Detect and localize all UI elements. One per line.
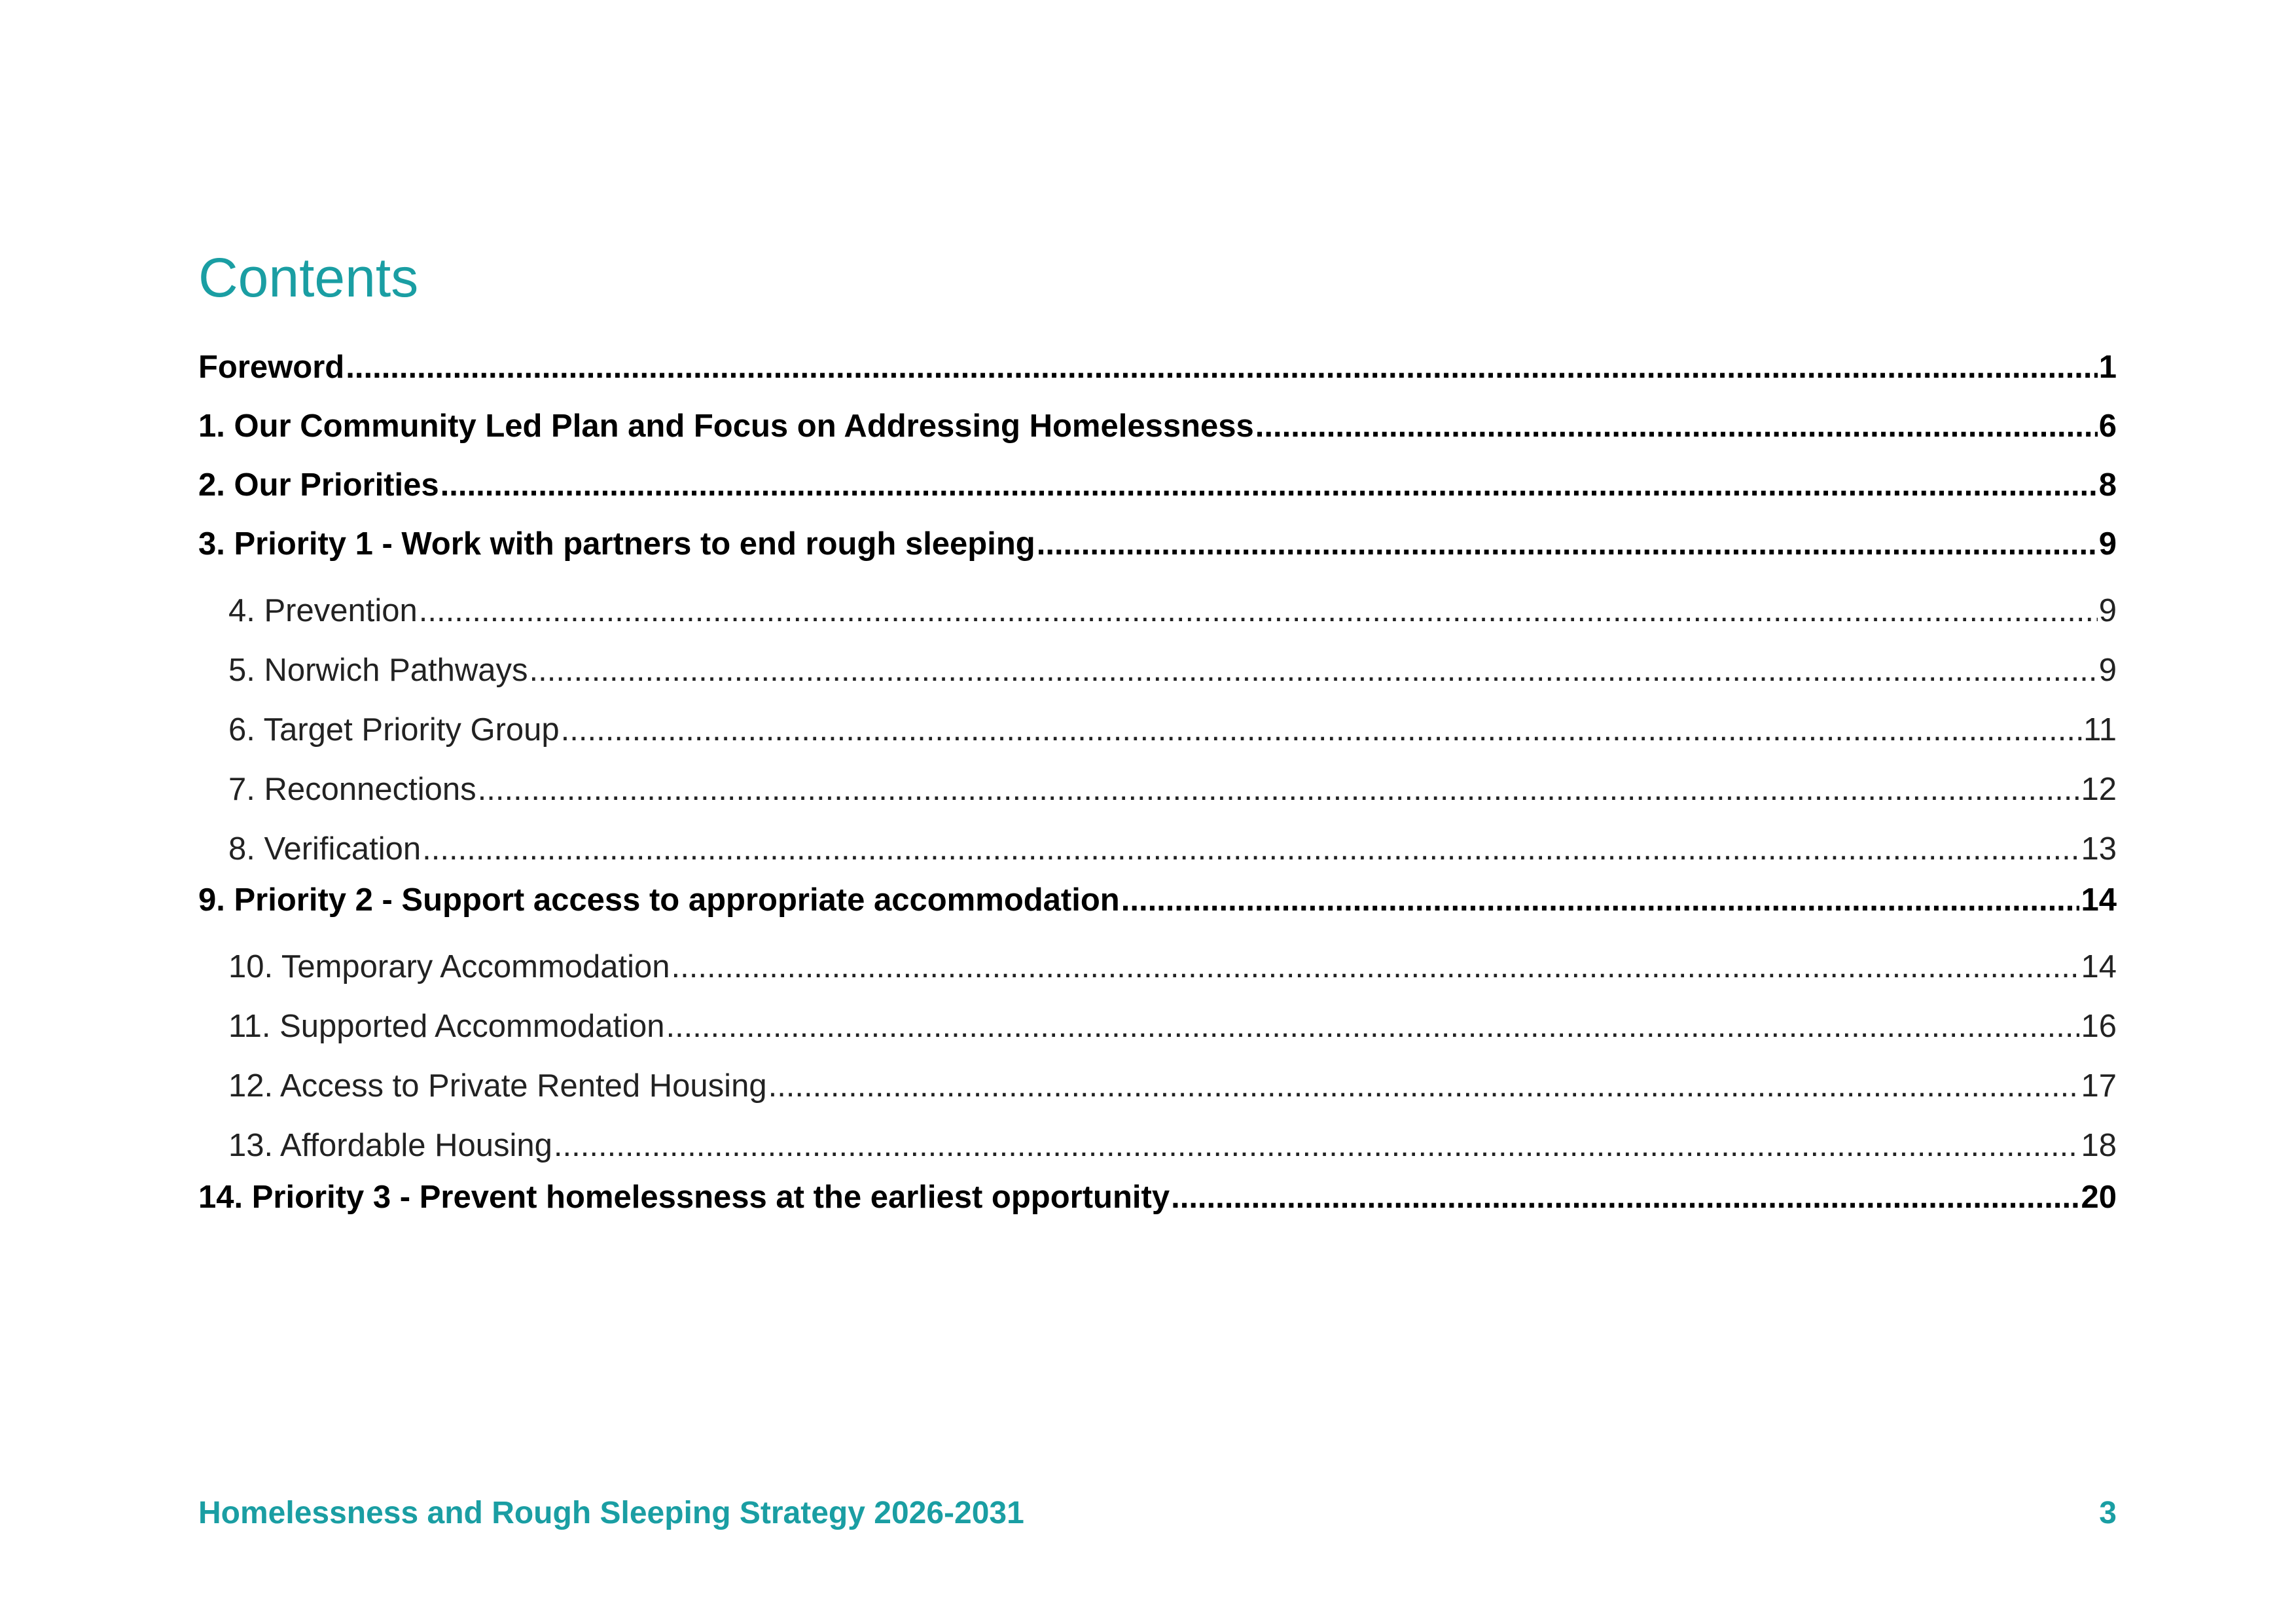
toc-entry-community-led-plan[interactable] <box>198 406 2117 446</box>
toc-entry-reconnections[interactable] <box>198 769 2117 810</box>
toc-entry-page: 8 <box>2098 467 2117 503</box>
toc-entry-label: 2. Our Priorities <box>198 467 439 503</box>
toc-entry-page: 17 <box>2081 1068 2117 1104</box>
toc-entry-page: 14 <box>2081 949 2117 984</box>
toc-entry-verification[interactable] <box>198 829 2117 869</box>
toc-entry-label: 1. Our Community Led Plan and Focus on Addressing Homelessness <box>198 408 1254 444</box>
toc-leader-dots <box>666 1006 2079 1047</box>
table-of-contents <box>198 0 2117 1624</box>
toc-leader-dots <box>554 1125 2080 1166</box>
toc-entry-page: 12 <box>2081 772 2117 807</box>
footer-page-number: 3 <box>2099 1496 2117 1530</box>
page-title: Contents <box>198 247 419 308</box>
toc-entry-page: 20 <box>2081 1180 2117 1215</box>
toc-entry-page: 14 <box>2081 882 2117 918</box>
toc-entry-page: 18 <box>2081 1128 2117 1163</box>
toc-entry-label: 4. Prevention <box>228 593 418 628</box>
toc-entry-page: 1 <box>2098 350 2117 385</box>
toc-entry-priority-3[interactable] <box>198 1177 2117 1218</box>
toc-entry-label: 11. Supported Accommodation <box>228 1009 665 1044</box>
toc-entry-label: 7. Reconnections <box>228 772 476 807</box>
toc-entry-label: 9. Priority 2 - Support access to appropriate accommodation <box>198 882 1120 918</box>
toc-entry-page: 11 <box>2083 712 2117 748</box>
toc-entry-label: 14. Priority 3 - Prevent homelessness at the earliest opportunity <box>198 1180 1170 1215</box>
toc-entry-private-rented-housing[interactable] <box>198 1066 2117 1106</box>
footer-document-title: Homelessness and Rough Sleeping Strategy 2026-2031 <box>198 1496 1024 1530</box>
toc-entry-affordable-housing[interactable] <box>198 1125 2117 1166</box>
toc-entry-target-priority-group[interactable] <box>198 710 2117 750</box>
toc-entry-priority-1[interactable] <box>198 524 2117 564</box>
toc-entry-label: Foreword <box>198 350 345 385</box>
toc-leader-dots <box>672 947 2080 987</box>
toc-leader-dots <box>440 465 2098 505</box>
toc-entry-page: 13 <box>2081 831 2117 867</box>
toc-leader-dots <box>768 1066 2080 1106</box>
toc-entry-label: 3. Priority 1 - Work with partners to end rough sleeping <box>198 526 1035 562</box>
toc-entry-label: 8. Verification <box>228 831 422 867</box>
toc-entry-label: 6. Target Priority Group <box>228 712 560 748</box>
toc-entry-page: 9 <box>2098 526 2117 562</box>
toc-entry-temporary-accommodation[interactable] <box>198 947 2117 987</box>
toc-entry-label: 12. Access to Private Rented Housing <box>228 1068 767 1104</box>
toc-leader-dots <box>346 347 2098 388</box>
toc-leader-dots <box>478 769 2080 810</box>
toc-entry-prevention[interactable] <box>198 590 2117 631</box>
toc-entry-label: 10. Temporary Accommodation <box>228 949 670 984</box>
toc-leader-dots <box>1171 1177 2079 1218</box>
toc-entry-page: 9 <box>2098 593 2117 628</box>
toc-entry-page: 16 <box>2081 1009 2117 1044</box>
toc-leader-dots <box>1037 524 2098 564</box>
toc-entry-supported-accommodation[interactable] <box>198 1006 2117 1047</box>
toc-leader-dots <box>419 590 2098 631</box>
toc-leader-dots <box>422 829 2079 869</box>
toc-leader-dots <box>1255 406 2098 446</box>
toc-entry-page: 9 <box>2098 653 2117 688</box>
toc-entry-page: 6 <box>2098 408 2117 444</box>
toc-leader-dots <box>1121 880 2080 920</box>
toc-entry-foreword[interactable] <box>198 347 2117 388</box>
toc-entry-norwich-pathways[interactable] <box>198 650 2117 691</box>
toc-leader-dots <box>561 710 2082 750</box>
toc-entry-label: 13. Affordable Housing <box>228 1128 552 1163</box>
toc-entry-priority-2[interactable] <box>198 880 2117 920</box>
toc-entry-our-priorities[interactable] <box>198 465 2117 505</box>
toc-entry-label: 5. Norwich Pathways <box>228 653 528 688</box>
toc-leader-dots <box>529 650 2098 691</box>
